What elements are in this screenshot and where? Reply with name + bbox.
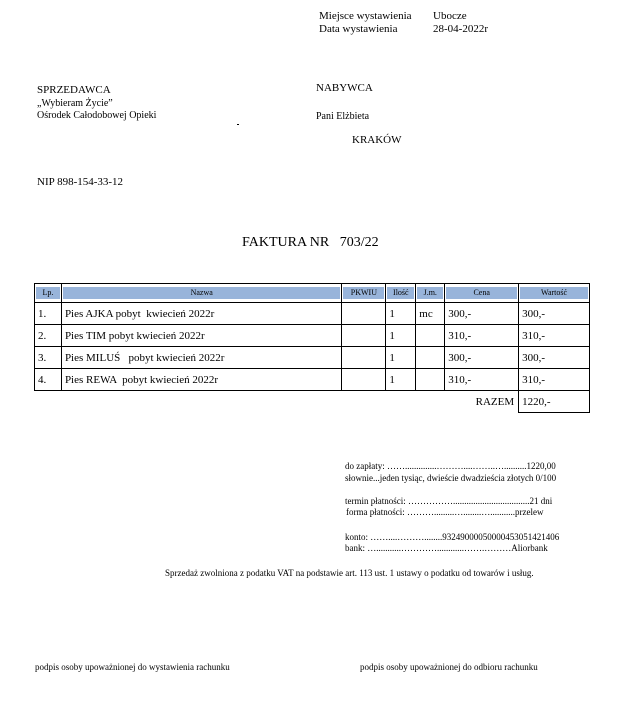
- stray-dot: [237, 124, 239, 125]
- cell-value: 310,-: [519, 369, 590, 391]
- header-unit: J.m.: [416, 284, 445, 303]
- cell-name: Pies REWA pobyt kwiecień 2022r: [61, 369, 341, 391]
- issue-date-value: 28-04-2022r: [433, 23, 488, 35]
- table-row: [35, 325, 590, 347]
- cell-qty: 1: [386, 369, 416, 391]
- cell-price: 300,-: [445, 347, 519, 369]
- payment-term: termin płatności: ……………..................................21 dni: [345, 496, 553, 506]
- header-name: Nazwa: [61, 284, 341, 303]
- cell-lp: 4.: [35, 369, 62, 391]
- cell-qty: 1: [386, 325, 416, 347]
- cell-name: Pies AJKA pobyt kwiecień 2022r: [61, 303, 341, 325]
- table-row: [35, 303, 590, 325]
- seller-nip: NIP 898-154-33-12: [37, 176, 124, 188]
- cell-unit: [416, 325, 445, 347]
- buyer-name: Pani Elżbieta: [316, 111, 370, 120]
- cell-name: Pies MILUŚ pobyt kwiecień 2022r: [61, 347, 341, 369]
- cell-pkwiu: [342, 347, 386, 369]
- cell-lp: 2.: [35, 325, 62, 347]
- cell-price: 310,-: [445, 325, 519, 347]
- bank-name: bank: …...........…………............…….………Aliorbank: [345, 543, 548, 553]
- header-qty: Ilość: [386, 284, 416, 303]
- cell-unit: [416, 369, 445, 391]
- header-price: Cena: [445, 284, 519, 303]
- invoice-items-table: [34, 283, 590, 413]
- invoice-number: 703/22: [339, 235, 379, 250]
- issue-place-label: Miejsce wystawienia: [319, 10, 412, 22]
- header-value: Wartość: [519, 284, 590, 303]
- total-value: 1220,-: [519, 391, 590, 413]
- buyer-heading: NABYWCA: [316, 82, 373, 94]
- bank-account: konto: ……....………........93249000050000453051421406: [345, 532, 560, 542]
- cell-name: Pies TIM pobyt kwiecień 2022r: [61, 325, 341, 347]
- cell-pkwiu: [342, 369, 386, 391]
- table-row: [35, 347, 590, 369]
- cell-unit: [416, 347, 445, 369]
- seller-heading: SPRZEDAWCA: [37, 84, 111, 96]
- seller-subtitle: Ośrodek Całodobowej Opieki: [37, 110, 157, 121]
- header-lp: Lp.: [35, 284, 62, 303]
- cell-value: 310,-: [519, 325, 590, 347]
- cell-qty: 1: [386, 347, 416, 369]
- invoice-title: [242, 235, 379, 251]
- cell-price: 300,-: [445, 303, 519, 325]
- buyer-city: KRAKÓW: [352, 134, 402, 146]
- amount-in-words: słownie...jeden tysiąc, dwieście dwadzieścia złotych 0/100: [345, 473, 557, 483]
- seller-name: „Wybieram Życie”: [37, 98, 113, 109]
- issue-date-label: Data wystawienia: [319, 23, 398, 35]
- receiver-signature-label: podpis osoby upoważnionej do odbioru rachunku: [360, 662, 538, 672]
- total-label: RAZEM: [445, 391, 519, 413]
- issuer-signature-label: podpis osoby upoważnionej do wystawienia rachunku: [35, 662, 230, 672]
- cell-qty: 1: [386, 303, 416, 325]
- invoice-title-label: FAKTURA NR: [242, 235, 330, 250]
- cell-value: 300,-: [519, 303, 590, 325]
- total-row: [35, 391, 590, 413]
- cell-lp: 3.: [35, 347, 62, 369]
- issue-place-value: Ubocze: [433, 10, 467, 22]
- cell-value: 300,-: [519, 347, 590, 369]
- cell-price: 310,-: [445, 369, 519, 391]
- table-row: [35, 369, 590, 391]
- amount-due: do zapłaty: ……..............………....……..…..........1220,00: [345, 461, 556, 471]
- table-header-row: [35, 284, 590, 303]
- header-pkwiu: PKWIU: [342, 284, 386, 303]
- payment-method: forma płatności: ……….........…........…...........przelew: [346, 507, 544, 517]
- cell-lp: 1.: [35, 303, 62, 325]
- cell-unit: mc: [416, 303, 445, 325]
- cell-pkwiu: [342, 303, 386, 325]
- cell-pkwiu: [342, 325, 386, 347]
- vat-exemption-note: Sprzedaż zwolniona z podatku VAT na podstawie art. 113 ust. 1 ustawy o podatku od towarów i usług.: [165, 568, 534, 578]
